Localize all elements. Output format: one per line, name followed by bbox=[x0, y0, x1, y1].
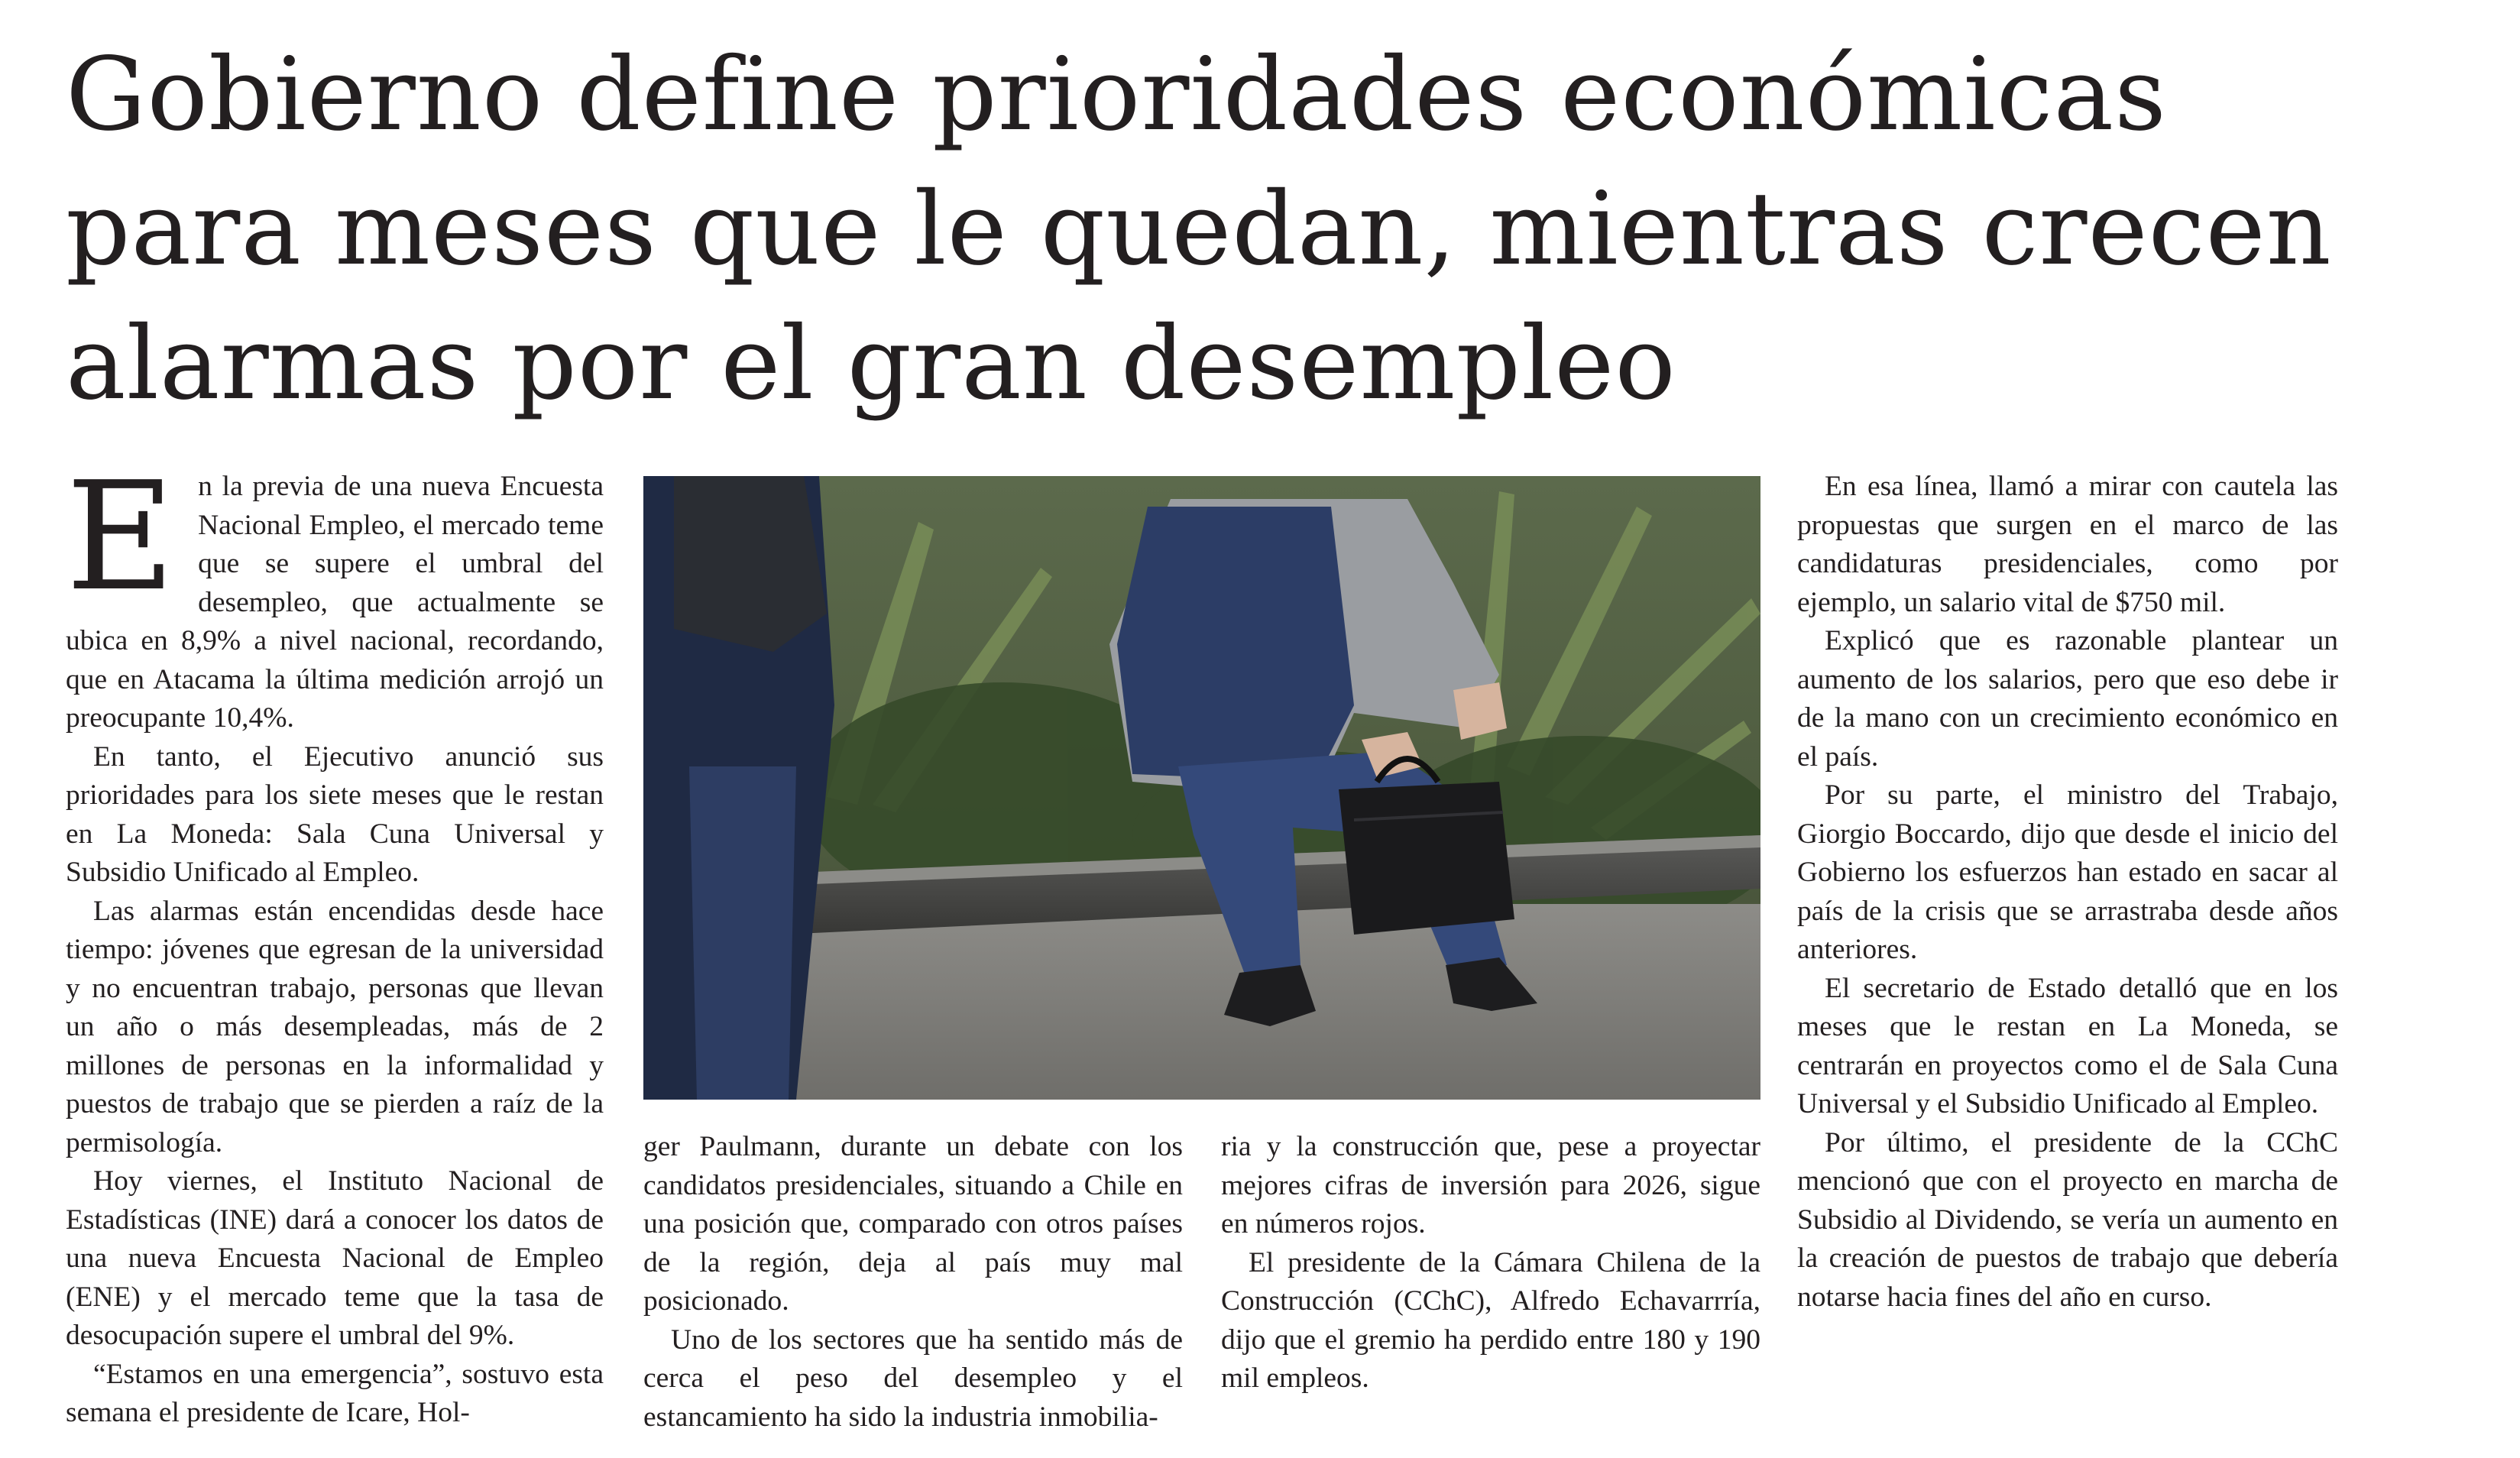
paragraph: Hoy viernes, el Instituto Nacional de Estadísticas (INE) dará a conocer los datos de una nueva Encuesta Nacional de Empleo (ENE) y el mercado teme que la tasa de desocupación supere el umbral del 9%. bbox=[66, 1165, 604, 1351]
paragraph: ger Paulmann, durante un debate con los candidatos presidenciales, situando a Chile en una posición que, comparado con otros países de la región, deja al país muy mal posicionado. bbox=[643, 1131, 1183, 1317]
headline-line-2: para meses que le quedan, mientras crecen bbox=[66, 170, 2332, 288]
article-photo bbox=[643, 476, 1760, 1100]
paragraph: Las alarmas están encendidas desde hace tiempo: jóvenes que egresan de la universidad y no encuentran trabajo, personas que llevan un año o más desempleadas, más de 2 millones de personas en la informalidad y puestos de trabajo que se pierden a raíz de la permisología. bbox=[66, 895, 604, 1158]
paragraph: Uno de los sectores que ha sentido más de cerca el peso del desempleo y el estancamiento ha sido la industria inmobilia- bbox=[643, 1324, 1183, 1433]
paragraph: “Estamos en una emergencia”, sostuvo esta semana el presidente de Icare, Hol- bbox=[66, 1358, 604, 1428]
headline bbox=[66, 28, 2450, 431]
paragraph: ria y la construcción que, pese a proyectar mejores cifras de inversión para 2026, sigue en números rojos. bbox=[1221, 1131, 1760, 1239]
article-column-4 bbox=[1797, 468, 2338, 1317]
paragraph bbox=[66, 450, 604, 738]
paragraph: El secretario de Estado detalló que en los meses que le restan en La Moneda, se centrarán en proyectos como el de Sala Cuna Universal y el Subsidio Unificado al Empleo. bbox=[1797, 972, 2338, 1119]
paragraph: En tanto, el Ejecutivo anunció sus prioridades para los siete meses que le restan en La Moneda: Sala Cuna Universal y Subsidio Unificado al Empleo. bbox=[66, 740, 604, 888]
paragraph: Por último, el presidente de la CChC mencionó que con el proyecto en marcha de Subsidio al Dividendo, se vería un aumento en la creación de puestos de trabajo que debería notarse hacia fines del año en curso. bbox=[1797, 1126, 2338, 1313]
paragraph: El presidente de la Cámara Chilena de la Construcción (CChC), Alfredo Echavarrría, dijo que el gremio ha perdido entre 180 y 190 mil empleos. bbox=[1221, 1246, 1760, 1394]
article-column-2 bbox=[643, 1128, 1183, 1437]
paragraph-text: n la previa de una nueva Encuesta Nacional Empleo, el mercado teme que se supere el umbral del desempleo, que actualmente se ubica en 8,9% a nivel nacional, recordando, que en Atacama la última medición arrojó un preocupante 10,4%. bbox=[66, 471, 604, 734]
article-column-3 bbox=[1221, 1128, 1760, 1398]
paragraph: En esa línea, llamó a mirar con cautela las propuestas que surgen en el marco de las candidaturas presidenciales, como por ejemplo, un salario vital de $750 mil. bbox=[1797, 471, 2338, 618]
drop-cap: E bbox=[66, 450, 176, 624]
article-column-1 bbox=[66, 450, 604, 1433]
paragraph: Por su parte, el ministro del Trabajo, Giorgio Boccardo, dijo que desde el inicio del Gobierno los esfuerzos han estado en sacar al país de la crisis que se arrastraba desde años anteriores. bbox=[1797, 779, 2338, 965]
headline-line-1: Gobierno define prioridades económicas bbox=[66, 36, 2167, 154]
headline-line-3: alarmas por el gran desempleo bbox=[66, 305, 1676, 423]
paragraph: Explicó que es razonable plantear un aumento de los salarios, pero que eso debe ir de la mano con un crecimiento económico en el país. bbox=[1797, 625, 2338, 773]
